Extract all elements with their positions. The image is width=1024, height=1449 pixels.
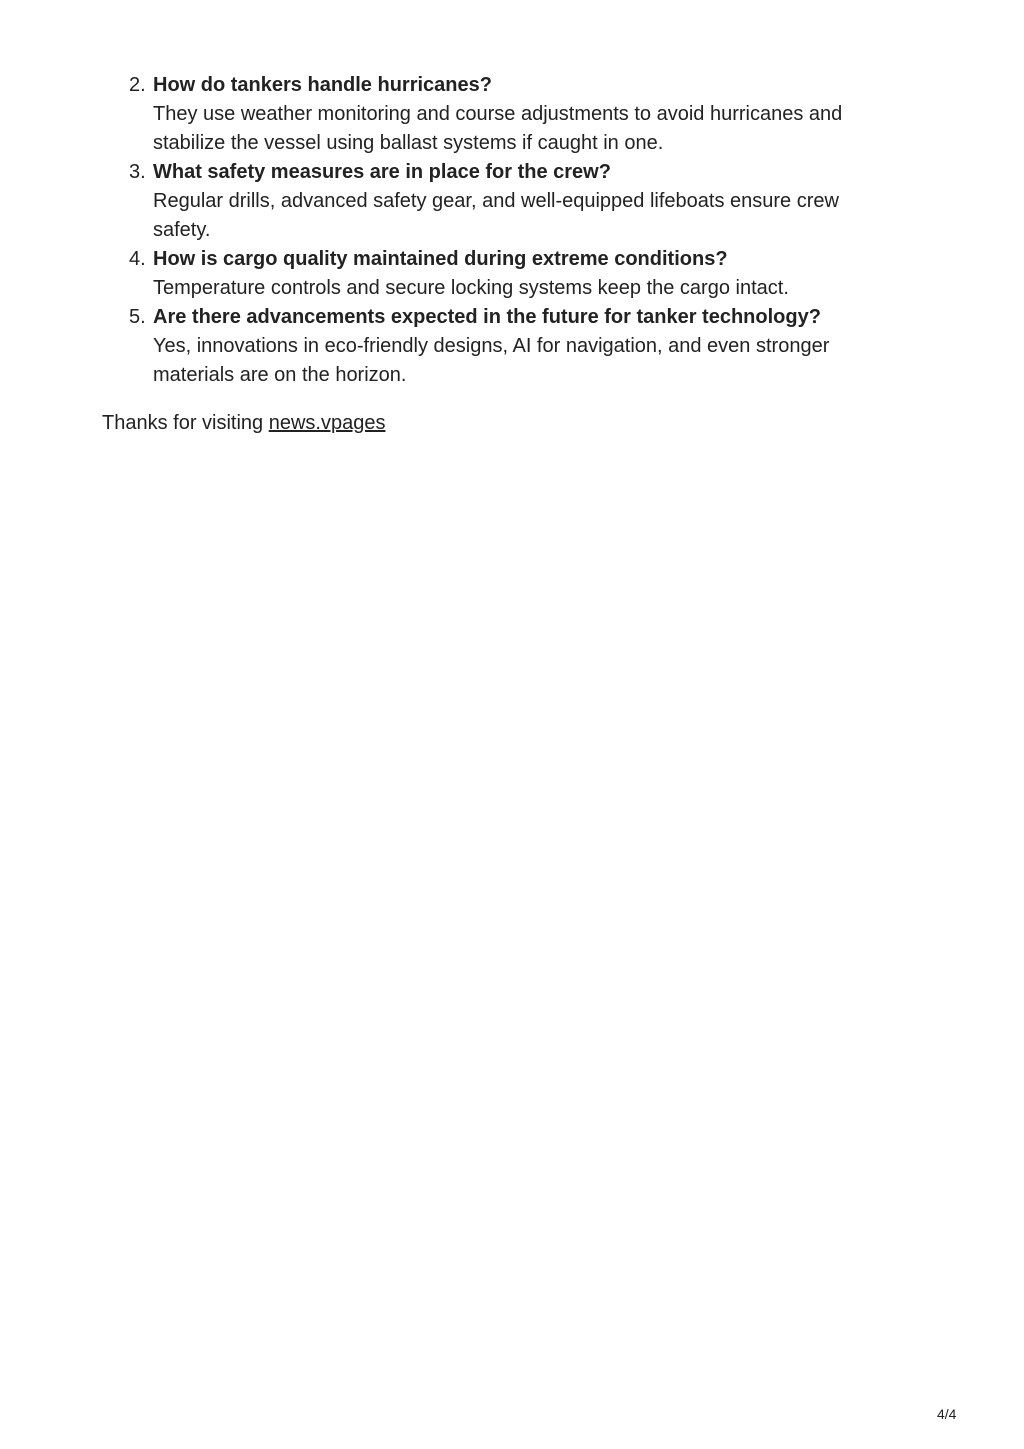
faq-item-number: 4.	[129, 248, 146, 270]
faq-item	[129, 303, 893, 390]
faq-item-number: 2.	[129, 74, 146, 96]
faq-item	[129, 71, 893, 158]
faq-answer: They use weather monitoring and course adjustments to avoid hurricanes and stabilize the vessel using ballast systems if caught in one.	[153, 103, 843, 154]
thanks-text: Thanks for visiting	[102, 412, 269, 434]
news-vpages-link[interactable]: news.vpages	[268, 412, 386, 434]
faq-item	[129, 158, 893, 245]
faq-item	[129, 245, 893, 303]
faq-item-number: 5.	[129, 306, 146, 328]
faq-answer: Regular drills, advanced safety gear, and well-equipped lifeboats ensure crew safety.	[153, 190, 839, 241]
faq-question: How is cargo quality maintained during extreme conditions?	[153, 248, 728, 270]
faq-question: Are there advancements expected in the future for tanker technology?	[153, 306, 821, 328]
faq-question: How do tankers handle hurricanes?	[153, 74, 492, 96]
page-number: 4/4	[937, 1406, 957, 1422]
faq-answer: Yes, innovations in eco-friendly designs, AI for navigation, and even stronger materials are on the horizon.	[153, 335, 830, 386]
faq-list	[129, 71, 893, 390]
faq-item-number: 3.	[129, 161, 146, 183]
faq-question: What safety measures are in place for the crew?	[153, 161, 611, 183]
thanks-message	[102, 409, 385, 438]
faq-answer: Temperature controls and secure locking systems keep the cargo intact.	[153, 277, 789, 299]
